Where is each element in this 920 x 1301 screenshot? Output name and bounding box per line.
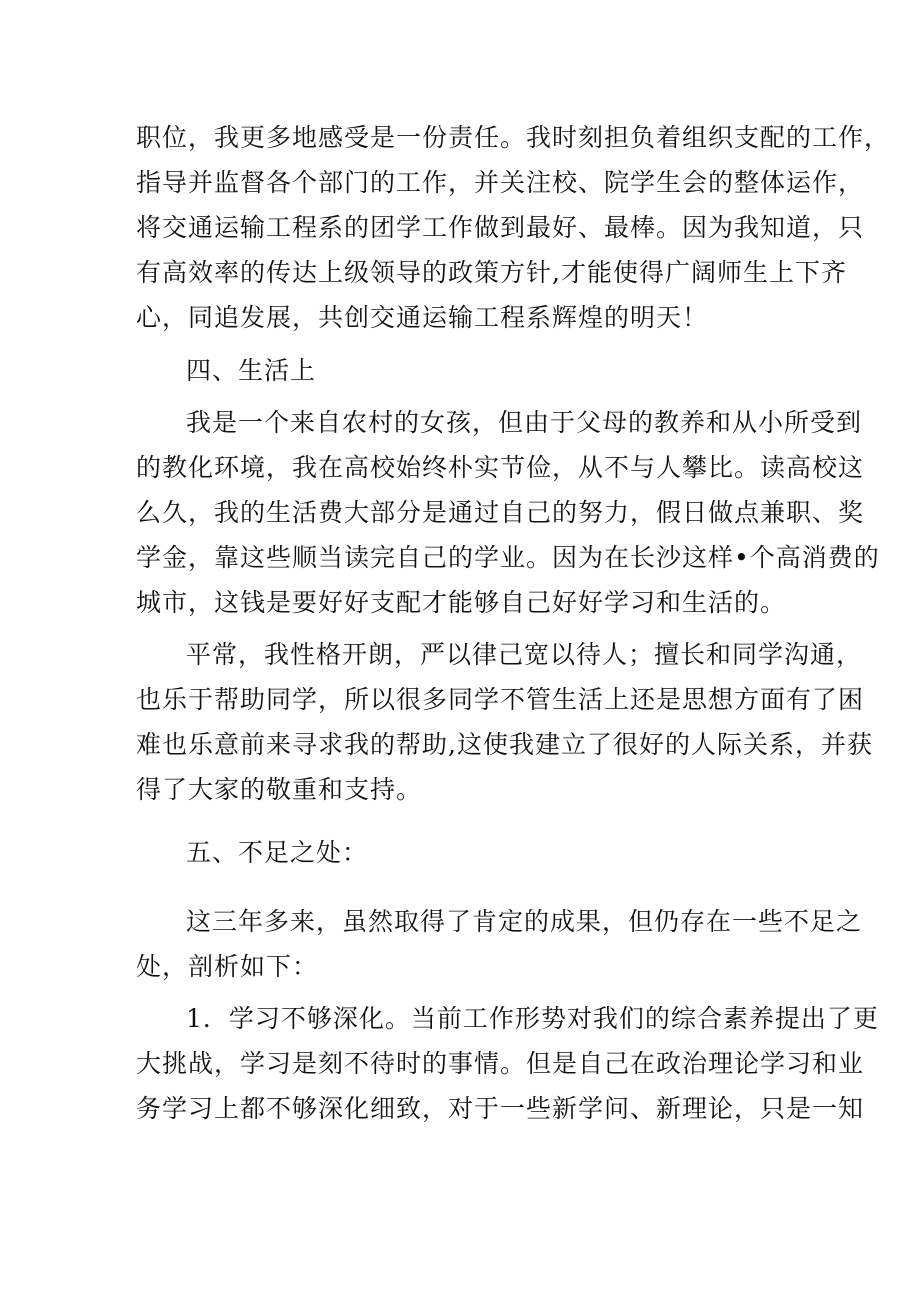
text-line: 大挑战，学习是刻不待时的事情。但是自己在政治理论学习和业: [136, 1049, 865, 1078]
text-line: 难也乐意前来寻求我的帮助,这使我建立了很好的人际关系，并获: [136, 730, 873, 759]
text-line: 职位，我更多地感受是一份责任。我时刻担负着组织支配的工作，: [136, 123, 891, 152]
text-line: 得了大家的敬重和支持。: [136, 775, 423, 804]
text-line: 学金，靠这些顺当读完自己的学业。因为在长沙这样•个高消费的: [136, 543, 880, 572]
text-line: 城市，这钱是要好好支配才能够自己好好学习和生活的。: [136, 588, 787, 617]
section-heading-life: 四、生活上: [186, 356, 317, 385]
text-line: 有高效率的传达上级领导的政策方针,才能使得广阔师生上下齐: [136, 258, 847, 287]
text-line: 也乐于帮助同学，所以很多同学不管生活上还是思想方面有了困: [136, 685, 865, 714]
text-line: 处，剖析如下：: [136, 952, 319, 981]
text-line: 的教化环境，我在高校始终朴实节俭，从不与人攀比。读高校这: [136, 453, 865, 482]
text-line: 务学习上都不够深化细致，对于一些新学问、新理论，只是一知: [136, 1094, 865, 1123]
section-heading-shortcomings: 五、不足之处：: [186, 838, 369, 867]
text-line: 1．学习不够深化。当前工作形势对我们的综合素养提出了更: [186, 1004, 879, 1033]
text-line: 指导并监督各个部门的工作，并关注校、院学生会的整体运作，: [136, 168, 865, 197]
text-line: 心，同追发展，共创交通运输工程系辉煌的明天！: [136, 303, 709, 332]
text-line: 将交通运输工程系的团学工作做到最好、最棒。因为我知道，只: [136, 213, 865, 242]
text-line: 我是一个来自农村的女孩，但由于父母的教养和从小所受到: [186, 408, 863, 437]
text-line: 这三年多来，虽然取得了肯定的成果，但仍存在一些不足之: [186, 907, 863, 936]
text-line: 平常，我性格开朗，严以律己宽以待人；擅长和同学沟通，: [186, 640, 863, 669]
text-line: 么久，我的生活费大部分是通过自己的努力，假日做点兼职、奖: [136, 498, 865, 527]
